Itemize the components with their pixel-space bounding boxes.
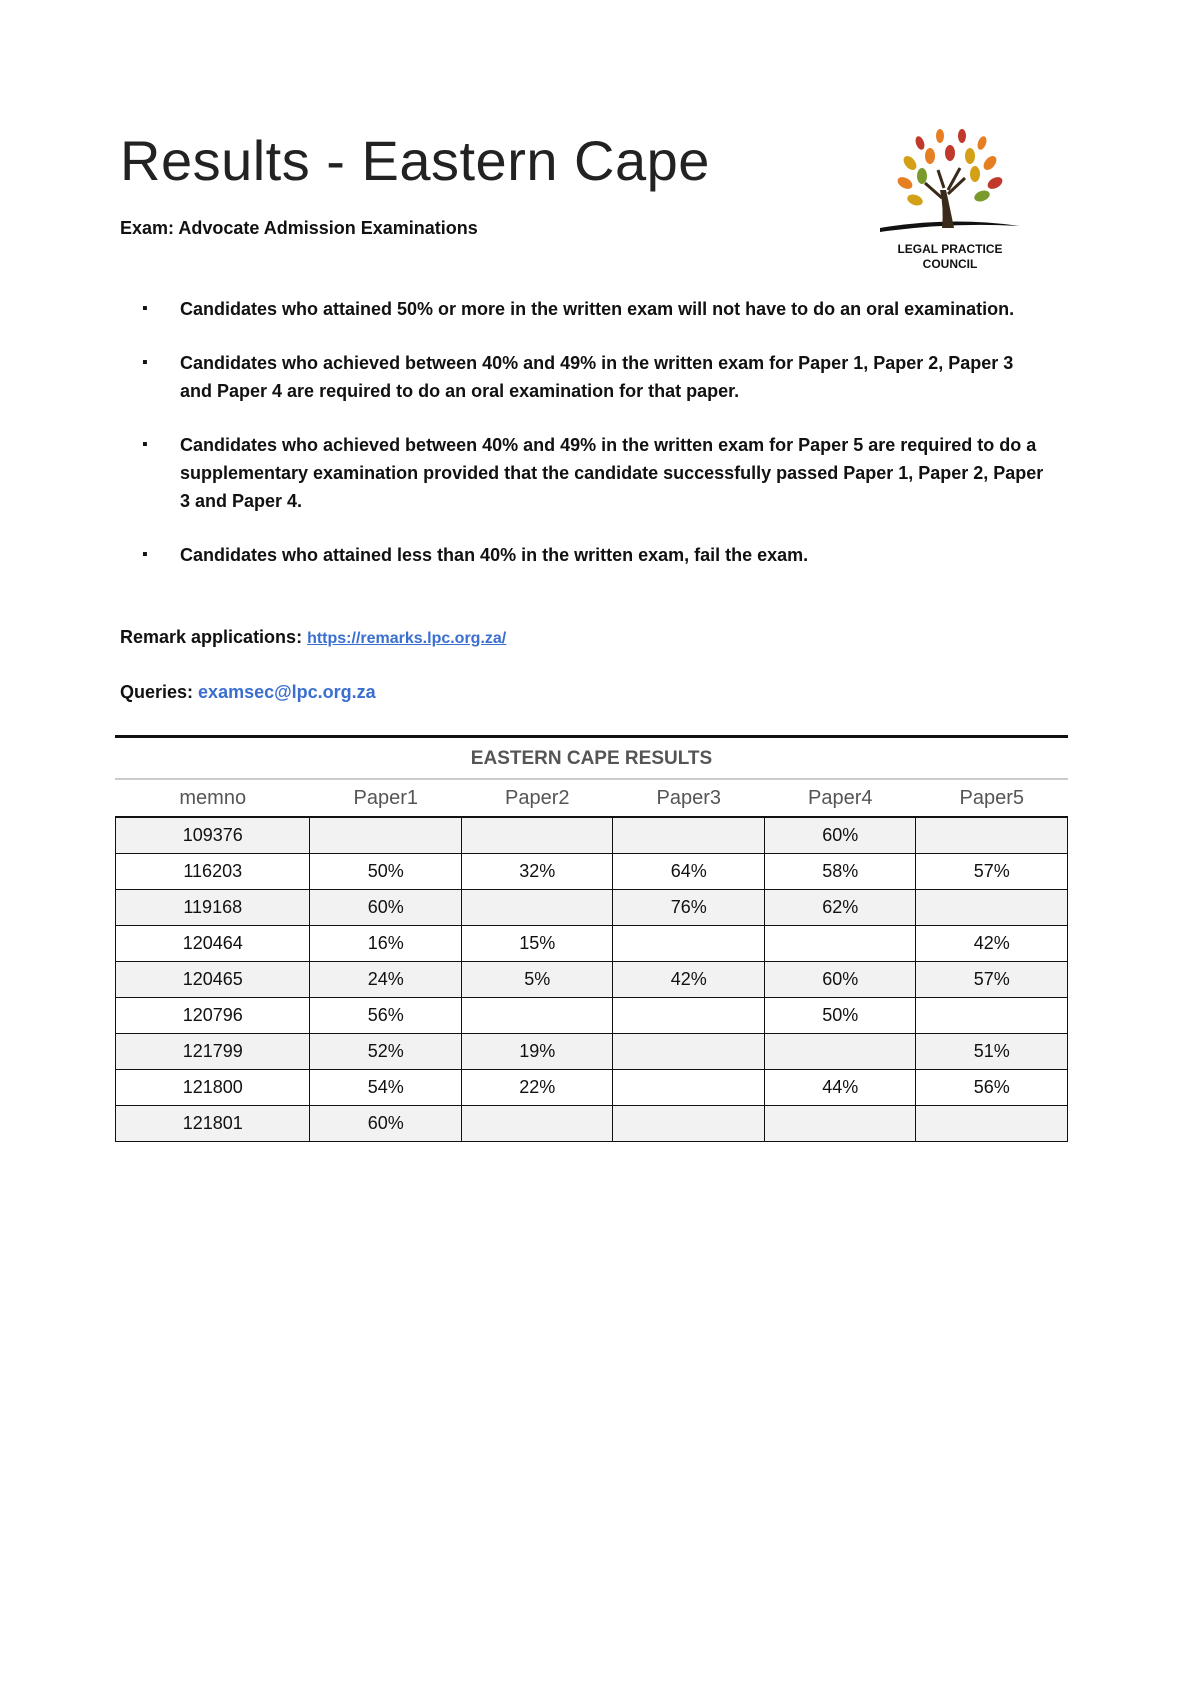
paper5-cell — [916, 998, 1068, 1034]
paper5-cell — [916, 890, 1068, 926]
exam-label: Exam: — [120, 218, 175, 238]
memno-cell: 121799 — [116, 1034, 310, 1070]
table-row — [116, 998, 1068, 1034]
bullet-icon: ▪ — [142, 546, 148, 563]
paper2-cell: 22% — [461, 1070, 613, 1106]
table-header-row — [116, 780, 1068, 817]
memno-cell: 120465 — [116, 962, 310, 998]
paper2-cell — [461, 890, 613, 926]
paper4-cell: 60% — [764, 962, 916, 998]
paper4-cell: 58% — [764, 854, 916, 890]
paper5-cell — [916, 817, 1068, 854]
paper2-cell: 15% — [461, 926, 613, 962]
table-row — [116, 1106, 1068, 1142]
paper3-cell: 76% — [613, 890, 765, 926]
remark-applications — [120, 627, 506, 648]
paper1-cell: 56% — [310, 998, 462, 1034]
paper4-cell — [764, 1034, 916, 1070]
paper4-cell — [764, 1106, 916, 1142]
rule-item: ▪ Candidates who achieved between 40% and 49% in the written exam for Paper 5 are required to do a supplementary examination provided that the candidate successfully passed Paper 1, Paper 2, Paper 3 and Paper 4. — [120, 431, 1050, 515]
queries-email-link[interactable]: examsec@lpc.org.za — [198, 682, 376, 702]
table-row — [116, 817, 1068, 854]
header-paper4: Paper4 — [764, 780, 916, 817]
paper1-cell: 60% — [310, 1106, 462, 1142]
memno-cell: 120796 — [116, 998, 310, 1034]
header-paper2: Paper2 — [461, 780, 613, 817]
paper5-cell — [916, 1106, 1068, 1142]
paper5-cell: 57% — [916, 962, 1068, 998]
logo-wordmark: LEGAL PRACTICE COUNCIL — [897, 242, 1003, 271]
table-row — [116, 1034, 1068, 1070]
paper4-cell — [764, 926, 916, 962]
memno-cell: 121800 — [116, 1070, 310, 1106]
paper3-cell — [613, 1034, 765, 1070]
rule-item: ▪ Candidates who attained 50% or more in the written exam will not have to do an oral examination. — [120, 295, 1050, 323]
paper1-cell: 16% — [310, 926, 462, 962]
results-table — [115, 735, 1068, 1142]
paper2-cell: 32% — [461, 854, 613, 890]
page-title: Results - Eastern Cape — [120, 129, 710, 192]
rule-item: ▪ Candidates who attained less than 40% in the written exam, fail the exam. — [120, 541, 1050, 569]
paper1-cell: 60% — [310, 890, 462, 926]
paper4-cell: 50% — [764, 998, 916, 1034]
paper2-cell: 19% — [461, 1034, 613, 1070]
table-row — [116, 854, 1068, 890]
paper5-cell: 57% — [916, 854, 1068, 890]
paper2-cell: 5% — [461, 962, 613, 998]
paper4-cell: 44% — [764, 1070, 916, 1106]
paper3-cell — [613, 1070, 765, 1106]
memno-cell: 121801 — [116, 1106, 310, 1142]
remark-label: Remark applications: — [120, 627, 303, 647]
table-row — [116, 926, 1068, 962]
paper5-cell: 56% — [916, 1070, 1068, 1106]
paper2-cell — [461, 1106, 613, 1142]
paper3-cell — [613, 1106, 765, 1142]
paper1-cell: 24% — [310, 962, 462, 998]
memno-cell: 116203 — [116, 854, 310, 890]
paper5-cell: 51% — [916, 1034, 1068, 1070]
paper3-cell — [613, 817, 765, 854]
bullet-icon: ▪ — [142, 300, 148, 317]
exam-value: Advocate Admission Examinations — [178, 218, 478, 238]
memno-cell: 109376 — [116, 817, 310, 854]
paper2-cell — [461, 817, 613, 854]
paper3-cell — [613, 998, 765, 1034]
exam-line — [120, 218, 478, 239]
paper3-cell: 64% — [613, 854, 765, 890]
memno-cell: 119168 — [116, 890, 310, 926]
remark-link[interactable]: https://remarks.lpc.org.za/ — [307, 630, 507, 647]
paper3-cell: 42% — [613, 962, 765, 998]
paper5-cell: 42% — [916, 926, 1068, 962]
header-paper1: Paper1 — [310, 780, 462, 817]
paper1-cell: 52% — [310, 1034, 462, 1070]
bullet-icon: ▪ — [142, 436, 148, 453]
paper4-cell: 60% — [764, 817, 916, 854]
paper3-cell — [613, 926, 765, 962]
paper1-cell: 54% — [310, 1070, 462, 1106]
header-paper3: Paper3 — [613, 780, 765, 817]
paper4-cell: 62% — [764, 890, 916, 926]
paper1-cell: 50% — [310, 854, 462, 890]
header-memno: memno — [116, 780, 310, 817]
paper2-cell — [461, 998, 613, 1034]
queries-label: Queries: — [120, 682, 194, 702]
table-row — [116, 962, 1068, 998]
paper1-cell — [310, 817, 462, 854]
rule-item: ▪ Candidates who achieved between 40% and 49% in the written exam for Paper 1, Paper 2, Paper 3 and Paper 4 are required to do an oral examination for that paper. — [120, 349, 1050, 405]
rules-list — [120, 295, 1050, 595]
table-body — [116, 817, 1068, 1142]
table-caption: EASTERN CAPE RESULTS — [115, 735, 1068, 780]
header-paper5: Paper5 — [916, 780, 1068, 817]
table-row — [116, 890, 1068, 926]
queries — [120, 682, 376, 703]
table-row — [116, 1070, 1068, 1106]
bullet-icon: ▪ — [142, 354, 148, 371]
memno-cell: 120464 — [116, 926, 310, 962]
